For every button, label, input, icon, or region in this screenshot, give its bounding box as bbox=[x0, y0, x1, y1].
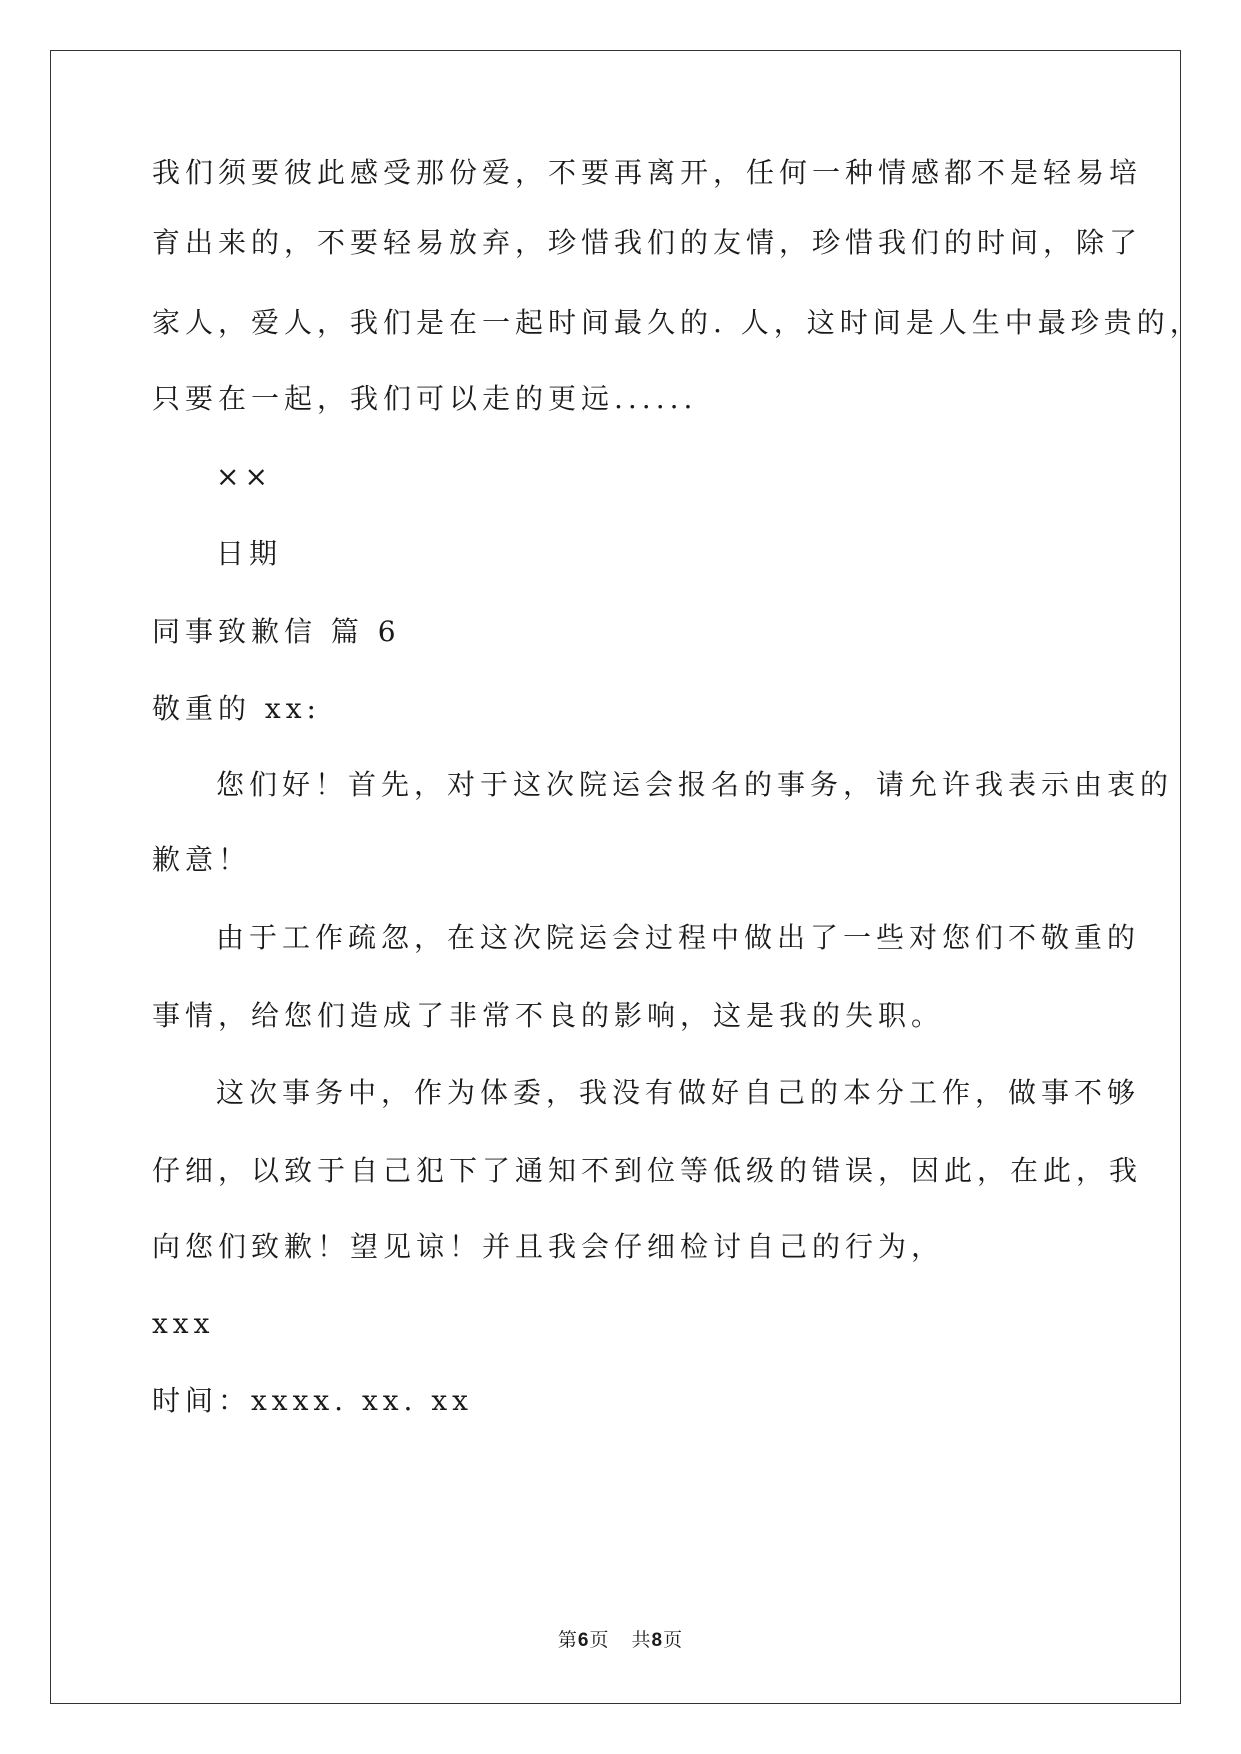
current-page-number: 6 bbox=[577, 1630, 590, 1651]
paragraph-2-line-2: 事情，给您们造成了非常不良的影响，这是我的失职。 bbox=[152, 999, 945, 1032]
body-line-2: 育出来的，不要轻易放弃，珍惜我们的友情，珍惜我们的时间，除了 bbox=[152, 226, 1143, 259]
time-line: 时间：xxxx. xx. xx bbox=[152, 1384, 473, 1417]
sender-name: xxx bbox=[152, 1307, 215, 1340]
paragraph-3-line-1: 这次事务中，作为体委，我没有做好自己的本分工作，做事不够 bbox=[216, 1076, 1141, 1109]
salutation: 敬重的 xx: bbox=[152, 692, 321, 725]
body-line-3: 家人，爱人，我们是在一起时间最久的. 人，这时间是人生中最珍贵的， bbox=[152, 306, 1203, 339]
body-line-4: 只要在一起，我们可以走的更远...... bbox=[152, 382, 698, 415]
paragraph-3-line-2: 仔细，以致于自己犯下了通知不到位等低级的错误，因此，在此，我 bbox=[152, 1154, 1143, 1187]
page-footer bbox=[0, 1628, 1241, 1653]
page-unit: 页 bbox=[589, 1629, 610, 1651]
date-label: 日期 bbox=[216, 537, 283, 570]
paragraph-1-line-2: 歉意！ bbox=[152, 843, 252, 876]
paragraph-1-line-1: 您们好！首先，对于这次院运会报名的事务，请允许我表示由衷的 bbox=[216, 768, 1174, 801]
signature-mark: ×× bbox=[216, 460, 273, 493]
paragraph-3-line-3: 向您们致歉！望见谅！并且我会仔细检讨自己的行为， bbox=[152, 1230, 945, 1263]
body-line-1: 我们须要彼此感受那份爱，不要再离开，任何一种情感都不是轻易培 bbox=[152, 156, 1143, 189]
total-page-number: 8 bbox=[651, 1630, 664, 1651]
total-prefix: 共 bbox=[631, 1629, 652, 1651]
paragraph-2-line-1: 由于工作疏忽，在这次院运会过程中做出了一些对您们不敬重的 bbox=[216, 921, 1141, 954]
section-heading: 同事致歉信 篇 6 bbox=[152, 615, 401, 648]
page-prefix: 第 bbox=[557, 1629, 578, 1651]
total-unit: 页 bbox=[663, 1629, 684, 1651]
